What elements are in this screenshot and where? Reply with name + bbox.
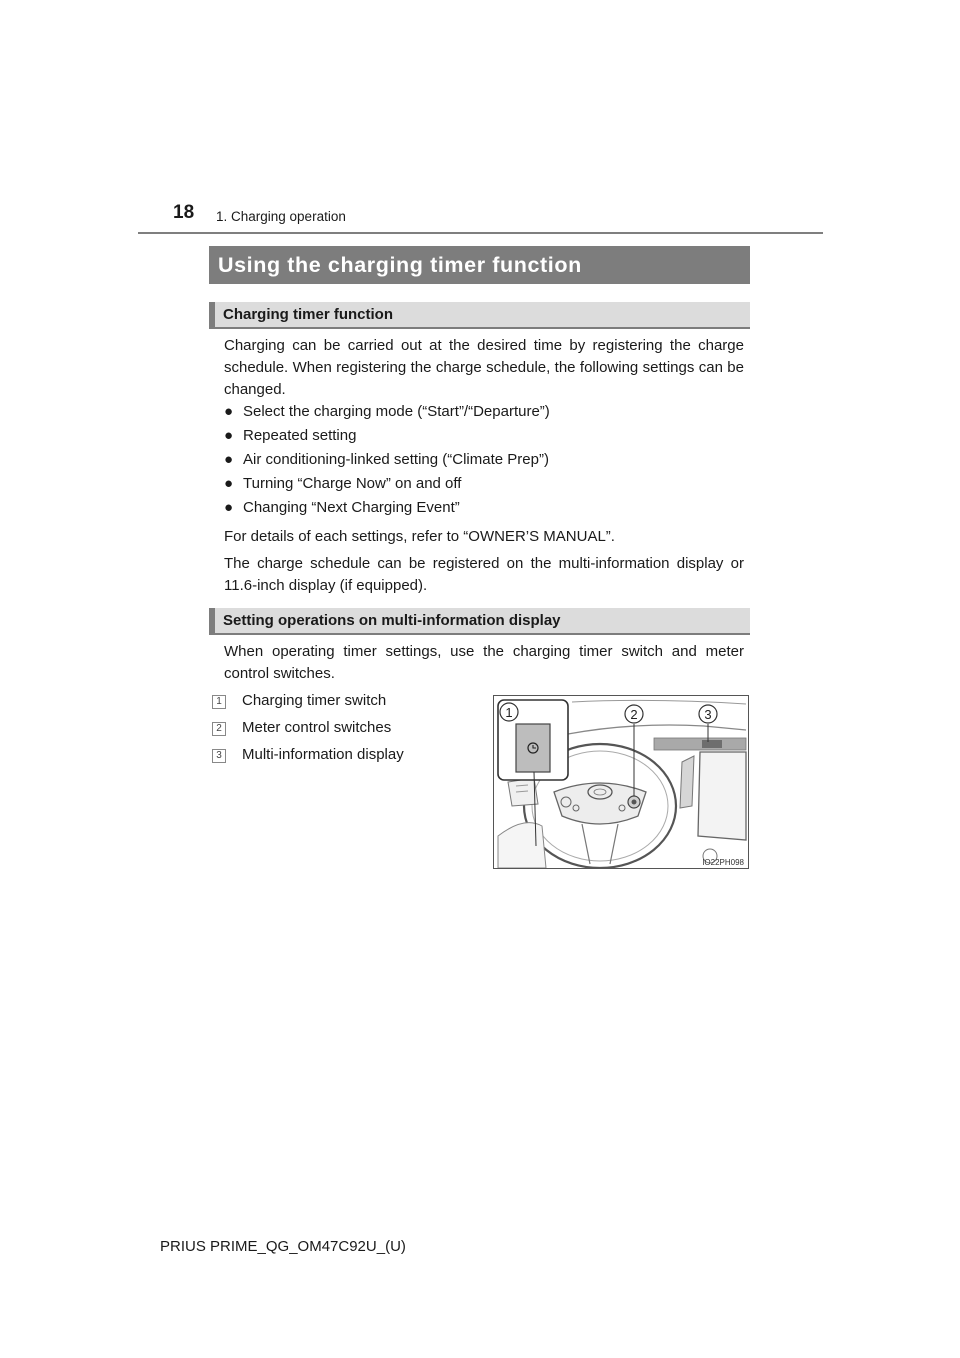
callout-1: 1 [505,705,513,720]
subsection-heading-multi-info: Setting operations on multi-information display [209,608,750,635]
numbered-item: 1 Charging timer switch [212,691,386,711]
dashboard-illustration [493,695,749,869]
bullet-dot-icon: ● [224,427,234,444]
center-screen [698,752,746,840]
number-box: 1 [212,695,226,709]
display-note: The charge schedule can be registered on the multi-information display or 11.6-inch display (if equipped). [224,555,744,594]
page-number: 18 [173,202,195,223]
operation-paragraph: When operating timer settings, use the charging timer switch and meter control switches. [224,643,744,682]
bullet-dot-icon: ● [224,403,234,420]
numbered-item: 2 Meter control switches [212,718,391,738]
header-rule [138,232,823,234]
dashboard-contour [568,725,746,734]
running-header: 1. Charging operation [216,209,346,224]
number-box: 2 [212,722,226,736]
callout-3: 3 [704,707,712,722]
figure-code: IO22PH098 [702,858,744,867]
multi-information-display-strip [654,738,746,750]
bullet-dot-icon: ● [224,475,234,492]
numbered-item: 3 Multi-information display [212,745,404,765]
bullet-item: ● Repeated setting [224,425,356,447]
bullet-item: ● Select the charging mode (“Start”/“Departure”) [224,401,550,423]
footer-doc-id: PRIUS PRIME_QG_OM47C92U_(U) [160,1238,406,1255]
details-note: For details of each settings, refer to “OWNER’S MANUAL”. [224,528,615,545]
bullet-item: ● Changing “Next Charging Event” [224,497,460,519]
bullet-item: ● Turning “Charge Now” on and off [224,473,461,495]
intro-paragraph: Charging can be carried out at the desired time by registering the charge schedule. When registering the charge schedule, the following settings can be changed. [224,337,744,398]
bullet-dot-icon: ● [224,499,234,516]
section-title: Using the charging timer function [209,246,750,284]
bullet-item: ● Air conditioning-linked setting (“Climate Prep”) [224,449,549,471]
bullet-dot-icon: ● [224,451,234,468]
number-box: 3 [212,749,226,763]
subsection-heading-timer-function: Charging timer function [209,302,750,329]
windshield-line [572,700,746,704]
callout-2: 2 [630,707,638,722]
